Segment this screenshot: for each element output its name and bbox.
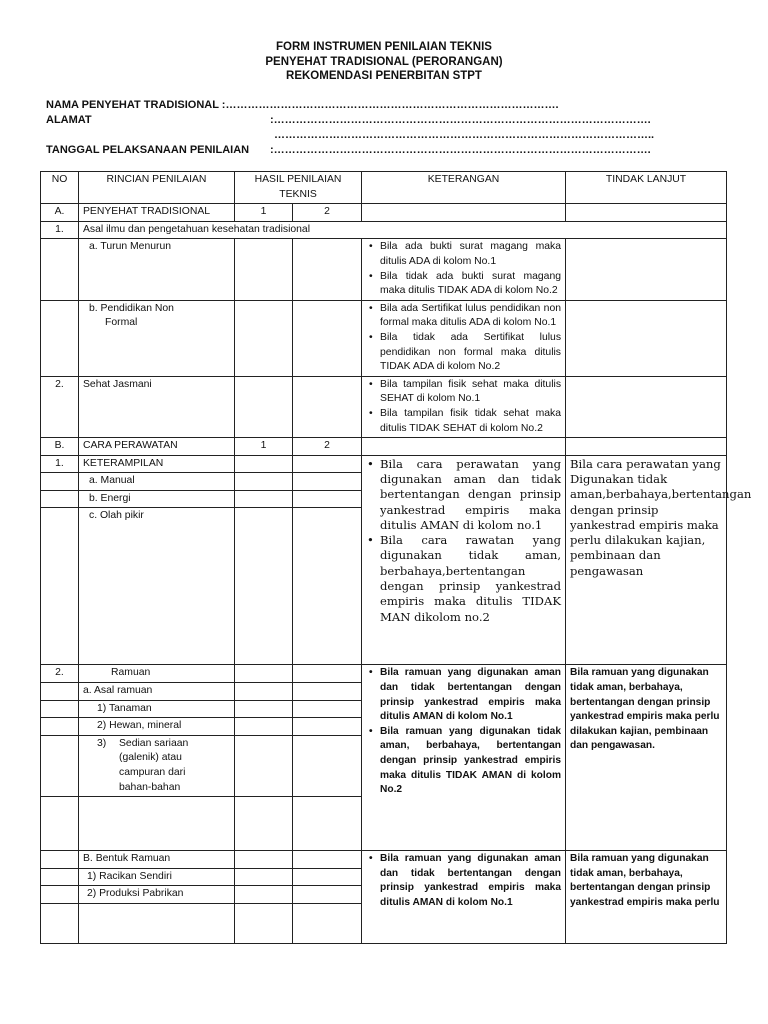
row-b2-asal-col2[interactable] <box>293 683 362 701</box>
row-b1-manual-label: a. Manual <box>79 473 235 491</box>
header-rincian: RINCIAN PENILAIAN <box>79 172 235 204</box>
row-b1-manual-col1[interactable] <box>235 473 293 491</box>
row-bentuk-col1[interactable] <box>235 851 293 869</box>
row-bentuk-racikan-no <box>41 868 79 886</box>
section-a-label: PENYEHAT TRADISIONAL <box>79 204 235 222</box>
section-a-col2: 2 <box>293 204 362 222</box>
field-alamat-dots-1: :…………………………………………………………………………………………. <box>270 114 651 126</box>
row-1b-ket-1: • Bila ada Sertifikat lulus pendidikan non formal maka ditulis ADA di kolom No.1 <box>380 302 561 331</box>
row-b1-manual-col2[interactable] <box>293 473 362 491</box>
row-b2-sedian-text: Sedian sariaan (galenik) atau campuran dari bahan-bahan <box>119 737 189 793</box>
row-1 <box>41 221 727 239</box>
row-b2-sedian-num: 3) <box>97 737 107 749</box>
row-1b-label <box>79 300 235 376</box>
field-nama: NAMA PENYEHAT TRADISIONAL :………………………………………………………………………………. <box>46 99 559 111</box>
form-title <box>0 40 768 84</box>
row-b2-tanaman-label: 1) Tanaman <box>79 700 235 718</box>
table-header-row <box>41 172 727 204</box>
row-b2-hewan-col2[interactable] <box>293 718 362 736</box>
row-b1-ket <box>362 455 566 665</box>
section-a-ket <box>362 204 566 222</box>
row-bentuk-racikan-col1[interactable] <box>235 868 293 886</box>
row-1a <box>41 239 727 300</box>
row-b1 <box>41 455 727 473</box>
row-b1-ket-1: • Bila cara perawatan yang digunakan aman dan tidak bertentangan dengan prinsip yankestrad empiris maka ditulis AMAN di kolom no.1 <box>380 457 561 533</box>
row-b2-ket-1: • Bila ramuan yang digunakan aman dan tidak bertentangan dengan prinsip yankestrad empiris maka ditulis AMAN di kolom No.1 <box>380 666 561 724</box>
row-2-tindak <box>566 376 727 437</box>
row-b2-sedian-col1[interactable] <box>235 735 293 796</box>
row-b2-col2[interactable] <box>293 665 362 683</box>
section-b-row <box>41 438 727 456</box>
row-b1-no: 1. <box>41 455 79 473</box>
row-bentuk-produksi-col2[interactable] <box>293 886 362 904</box>
row-b1-olah-label: c. Olah pikir <box>79 508 235 665</box>
row-bentuk-tindak: Bila ramuan yang digunakan tidak aman, berbahaya, bertentangan dengan prinsip yankestrad empiris maka perlu <box>566 851 727 944</box>
row-b2-tanaman-col2[interactable] <box>293 700 362 718</box>
row-2-ket-2: • Bila tampilan fisik tidak sehat maka ditulis TIDAK SEHAT di kolom No.2 <box>380 407 561 436</box>
row-b2-asal-col1[interactable] <box>235 683 293 701</box>
row-1b-ket <box>362 300 566 376</box>
section-b-ket <box>362 438 566 456</box>
row-2-col2[interactable] <box>293 376 362 437</box>
title-line-2: PENYEHAT TRADISIONAL (PERORANGAN) <box>265 55 503 68</box>
assessment-table <box>40 171 752 944</box>
field-alamat-dots-2: ………………………………………………………………………………………….. <box>274 129 655 141</box>
row-b2-ket <box>362 665 566 851</box>
row-2-ket <box>362 376 566 437</box>
row-1b-no <box>41 300 79 376</box>
section-b-label: CARA PERAWATAN <box>79 438 235 456</box>
row-bentuk-produksi-no <box>41 886 79 904</box>
row-bentuk-spacer-label <box>79 904 235 944</box>
row-1b-col2[interactable] <box>293 300 362 376</box>
title-line-1: FORM INSTRUMEN PENILAIAN TEKNIS <box>276 41 492 53</box>
row-1-no: 1. <box>41 221 79 239</box>
row-b1-ket-2: • Bila cara rawatan yang digunakan tidak aman, berbahaya,bertentangan dengan prinsip yankestrad empiris maka ditulis TIDAK MAN dikolom no.2 <box>380 533 561 625</box>
row-b1-olah-col2[interactable] <box>293 508 362 665</box>
row-1a-no <box>41 239 79 300</box>
section-b-col1: 1 <box>235 438 293 456</box>
title-line-3: REKOMENDASI PENERBITAN STPT <box>286 70 482 82</box>
row-bentuk-no <box>41 851 79 869</box>
row-b2-sedian-label <box>79 735 235 796</box>
row-b2-spacer-no <box>41 797 79 851</box>
row-b1-energi-label: b. Energi <box>79 490 235 508</box>
row-1a-ket-1: • Bila ada bukti surat magang maka ditulis ADA di kolom No.1 <box>380 240 561 269</box>
row-bentuk-racikan-label: 1) Racikan Sendiri <box>79 868 235 886</box>
row-1b-tindak <box>566 300 727 376</box>
row-bentuk-spacer-col2[interactable] <box>293 904 362 944</box>
row-1a-ket <box>362 239 566 300</box>
row-2-label: Sehat Jasmani <box>79 376 235 437</box>
section-a-no: A. <box>41 204 79 222</box>
row-b2 <box>41 665 727 683</box>
row-bentuk-produksi-col1[interactable] <box>235 886 293 904</box>
row-b2-col1[interactable] <box>235 665 293 683</box>
header-no: NO <box>41 172 79 204</box>
row-b1-energi-col2[interactable] <box>293 490 362 508</box>
row-b1-tindak: Bila cara perawatan yang Digunakan tidak aman,berbahaya,bertentangan dengan prinsip yankestrad empiris maka perlu dilakukan kajian, pembinaan dan pengawasan <box>566 455 727 665</box>
header-hasil: HASIL PENILAIAN TEKNIS <box>235 172 362 204</box>
row-b2-asal-label: a. Asal ramuan <box>79 683 235 701</box>
row-bentuk-produksi-label: 2) Produksi Pabrikan <box>79 886 235 904</box>
row-bentuk-col2[interactable] <box>293 851 362 869</box>
row-1-label: Asal ilmu dan pengetahuan kesehatan tradisional <box>79 221 727 239</box>
section-a-tindak <box>566 204 727 222</box>
row-b2-spacer-label <box>79 797 235 851</box>
row-bentuk-spacer-col1[interactable] <box>235 904 293 944</box>
section-b-tindak <box>566 438 727 456</box>
row-1b <box>41 300 727 376</box>
row-1a-ket-2: • Bila tidak ada bukti surat magang maka ditulis TIDAK ADA di kolom No.2 <box>380 270 561 299</box>
header-tindak: TINDAK LANJUT <box>566 172 727 204</box>
row-b2-spacer-col1[interactable] <box>235 797 293 851</box>
row-bentuk-racikan-col2[interactable] <box>293 868 362 886</box>
row-b1-label: KETERAMPILAN <box>79 455 235 473</box>
header-keterangan: KETERANGAN <box>362 172 566 204</box>
row-b2-hewan-no <box>41 718 79 736</box>
row-b2-tanaman-no <box>41 700 79 718</box>
row-1a-label: a. Turun Menurun <box>79 239 235 300</box>
row-b1-col1[interactable] <box>235 455 293 473</box>
row-2 <box>41 376 727 437</box>
row-b2-tindak: Bila ramuan yang digunakan tidak aman, berbahaya, bertentangan dengan prinsip yankestrad empiris maka perlu dilakukan kajian, pembinaan dan pengawasan. <box>566 665 727 851</box>
row-bentuk-ket <box>362 851 566 944</box>
row-b2-hewan-label: 2) Hewan, mineral <box>79 718 235 736</box>
row-b2-no: 2. <box>41 665 79 683</box>
row-1b-ket-2: • Bila tidak ada Sertifikat lulus pendidikan non formal maka ditulis TIDAK ADA di kolom No.2 <box>380 331 561 375</box>
row-1b-col1[interactable] <box>235 300 293 376</box>
row-1a-tindak <box>566 239 727 300</box>
row-b2-spacer-col2[interactable] <box>293 797 362 851</box>
row-2-col1[interactable] <box>235 376 293 437</box>
row-1b-label-line2: Formal <box>105 317 138 329</box>
row-b2-asal-no <box>41 683 79 701</box>
row-1a-col2[interactable] <box>293 239 362 300</box>
row-b1-energi-col1[interactable] <box>235 490 293 508</box>
row-b1-olah-col1[interactable] <box>235 508 293 665</box>
row-1b-label-line1: b. Pendidikan Non <box>89 302 174 314</box>
field-tanggal-label: TANGGAL PELAKSANAAN PENILAIAN <box>46 144 250 156</box>
row-b2-sedian-col2[interactable] <box>293 735 362 796</box>
section-b-no: B. <box>41 438 79 456</box>
row-2-ket-1: • Bila tampilan fisik sehat maka ditulis SEHAT di kolom No.1 <box>380 378 561 407</box>
row-bentuk-label: B. Bentuk Ramuan <box>79 851 235 869</box>
row-b1-energi-no <box>41 490 79 508</box>
section-a-col1: 1 <box>235 204 293 222</box>
row-b1-olah-no <box>41 508 79 665</box>
row-b2-hewan-col1[interactable] <box>235 718 293 736</box>
field-alamat-label: ALAMAT <box>46 114 92 126</box>
row-2-no: 2. <box>41 376 79 437</box>
row-bentuk <box>41 851 727 869</box>
row-b2-tanaman-col1[interactable] <box>235 700 293 718</box>
row-b2-sedian-no <box>41 735 79 796</box>
row-b1-manual-no <box>41 473 79 491</box>
section-b-col2: 2 <box>293 438 362 456</box>
row-b2-ket-2: • Bila ramuan yang digunakan tidak aman, berbahaya, bertentangan dengan prinsip yankestrad empiris maka ditulis TIDAK AMAN di kolom No.2 <box>380 725 561 798</box>
section-a-row <box>41 204 727 222</box>
row-bentuk-spacer-no <box>41 904 79 944</box>
row-1a-col1[interactable] <box>235 239 293 300</box>
row-b1-col2[interactable] <box>293 455 362 473</box>
field-tanggal-dots: :…………………………………………………………………………………………. <box>270 144 651 156</box>
row-b2-label: Ramuan <box>79 665 235 683</box>
row-bentuk-ket-1: • Bila ramuan yang digunakan aman dan tidak bertentangan dengan prinsip yankestrad empiris maka ditulis AMAN di kolom No.1 <box>380 852 561 910</box>
